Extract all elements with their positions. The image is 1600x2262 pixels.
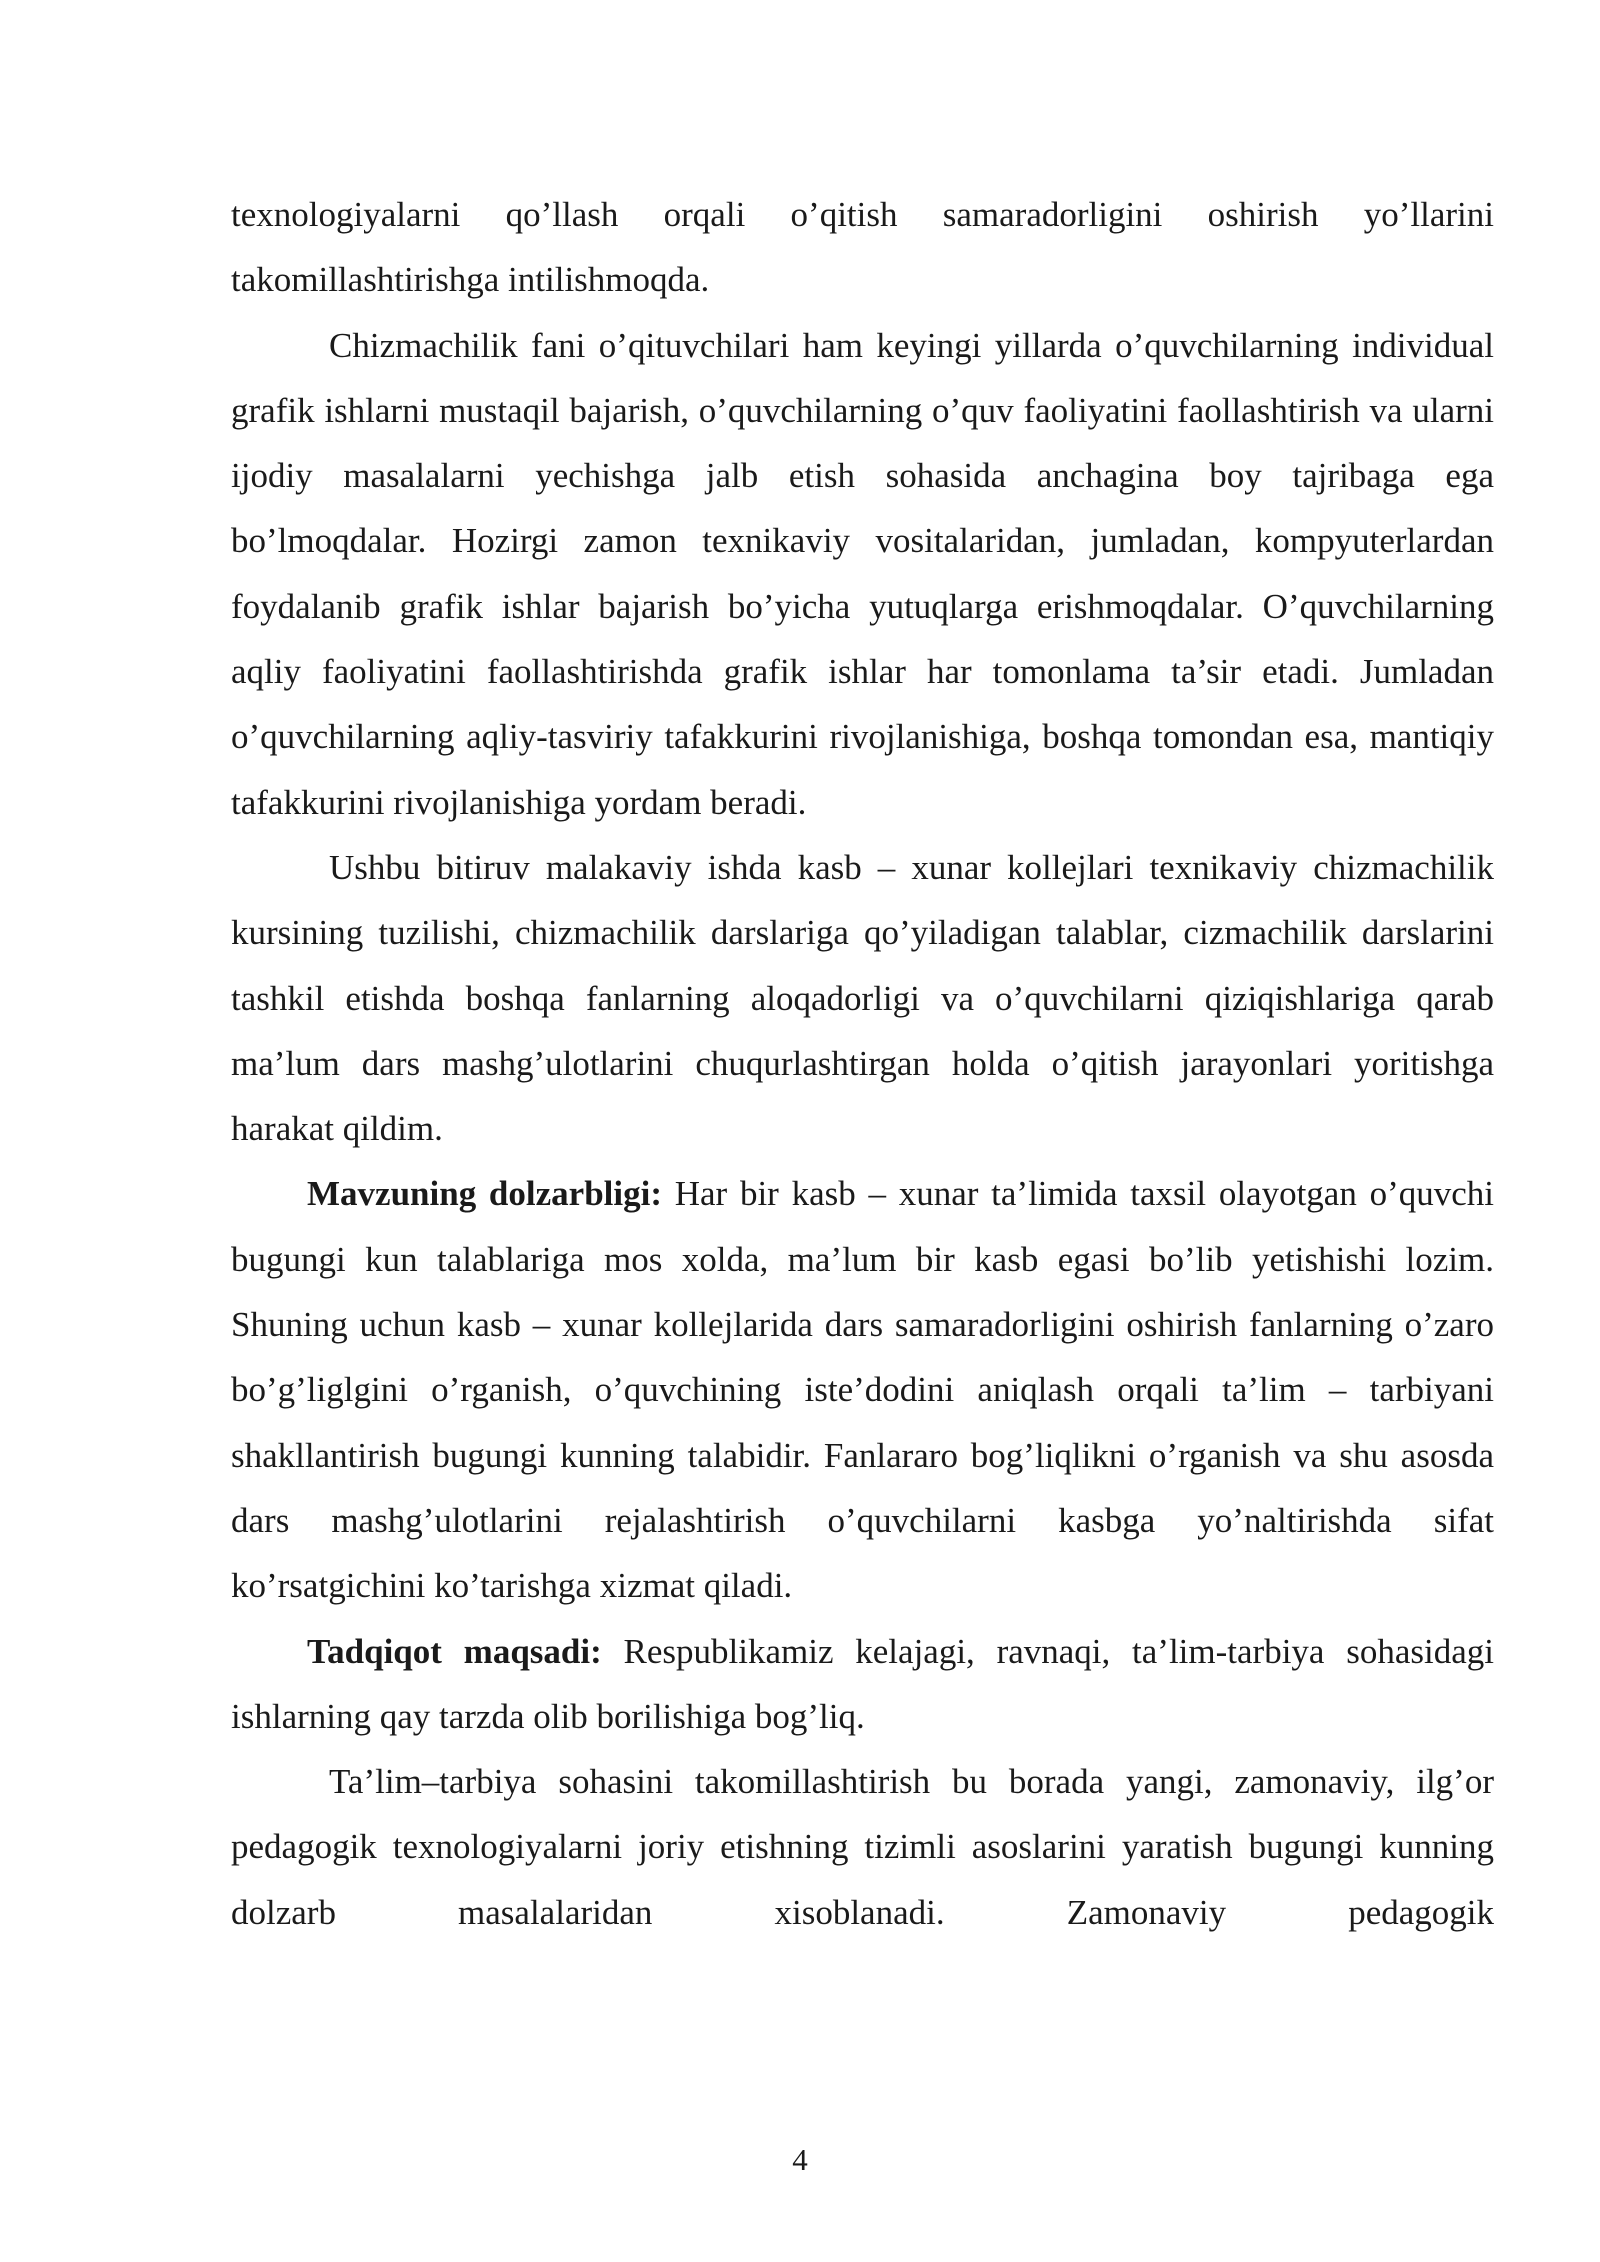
paragraph-continuation: texnologiyalarni qo’llash orqali o’qitish samaradorligini oshirish yo’llarini takomillashtirishga intilishmoqda.	[231, 195, 1494, 300]
page-number: 4	[792, 2142, 808, 2177]
relevance-text: Har bir kasb – xunar ta’limida taxsil olayotgan o’quvchi bugungi kun talablariga mos xolda, ma’lum bir kasb egasi bo’lib yetishishi lozim. Shuning uchun kasb – xunar kollejlarida dars samaradorligini oshirish fanlarning o’zaro bo’g’liglgini o’rganish, o’quvchining iste’dodini aniqlash orqali ta’lim – tarbiyani shakllantirish bugungi kunning talabidir. Fanlararo bog’liqlikni o’rganish va shu asosda dars mashg’ulotlarini rejalashtirish o’quvchilarni kasbga yo’naltirishda sifat ko’rsatgichini ko’tarishga xizmat qiladi.	[231, 1174, 1495, 1606]
paragraph-research-goal	[231, 1619, 1494, 1750]
research-goal-heading: Tadqiqot maqsadi:	[307, 1631, 602, 1671]
paragraph-education-improvement: Ta’lim–tarbiya sohasini takomillashtirish bu borada yangi, zamonaviy, ilg’or pedagogik texnologiyalarni joriy etishning tizimli asoslarini yaratish bugungi kunning dolzarb masalalaridan xisoblanadi. Zamonaviy pedagogik	[231, 1762, 1494, 1932]
document-body	[231, 182, 1494, 1945]
relevance-heading: Mavzuning dolzarbligi:	[307, 1174, 662, 1214]
paragraph-relevance	[231, 1161, 1494, 1618]
research-goal-text: Respublikamiz kelajagi, ravnaqi, ta’lim-tarbiya sohasidagi ishlarning qay tarzda olib borilishiga bog’liq.	[231, 1631, 1494, 1736]
paragraph-thesis-scope: Ushbu bitiruv malakaviy ishda kasb – xunar kollejlari texnikaviy chizmachilik kursining tuzilishi, chizmachilik darslariga qo’yiladigan talablar, cizmachilik darslarini tashkil etishda boshqa fanlarning aloqadorligi va o’quvchilarni qiziqishlariga qarab ma’lum dars mashg’ulotlarini chuqurlashtirgan holda o’qitish jarayonlari yoritishga harakat qildim.	[231, 847, 1494, 1149]
paragraph-chizmachilik-teachers: Chizmachilik fani o’qituvchilari ham keyingi yillarda o’quvchilarning individual grafik ishlarni mustaqil bajarish, o’quvchilarning o’quv faoliyatini faollashtirish va ularni ijodiy masalalarni yechishga jalb etish sohasida anchagina boy tajribaga ega bo’lmoqdalar. Hozirgi zamon texnikaviy vositalaridan, jumladan, kompyuterlardan foydalanib grafik ishlar bajarish bo’yicha yutuqlarga erishmoqdalar. O’quvchilarning aqliy faoliyatini faollashtirishda grafik ishlar har tomonlama ta’sir etadi. Jumladan o’quvchilarning aqliy-tasviriy tafakkurini rivojlanishiga, boshqa tomondan esa, mantiqiy tafakkurini rivojlanishiga yordam beradi.	[231, 325, 1494, 822]
